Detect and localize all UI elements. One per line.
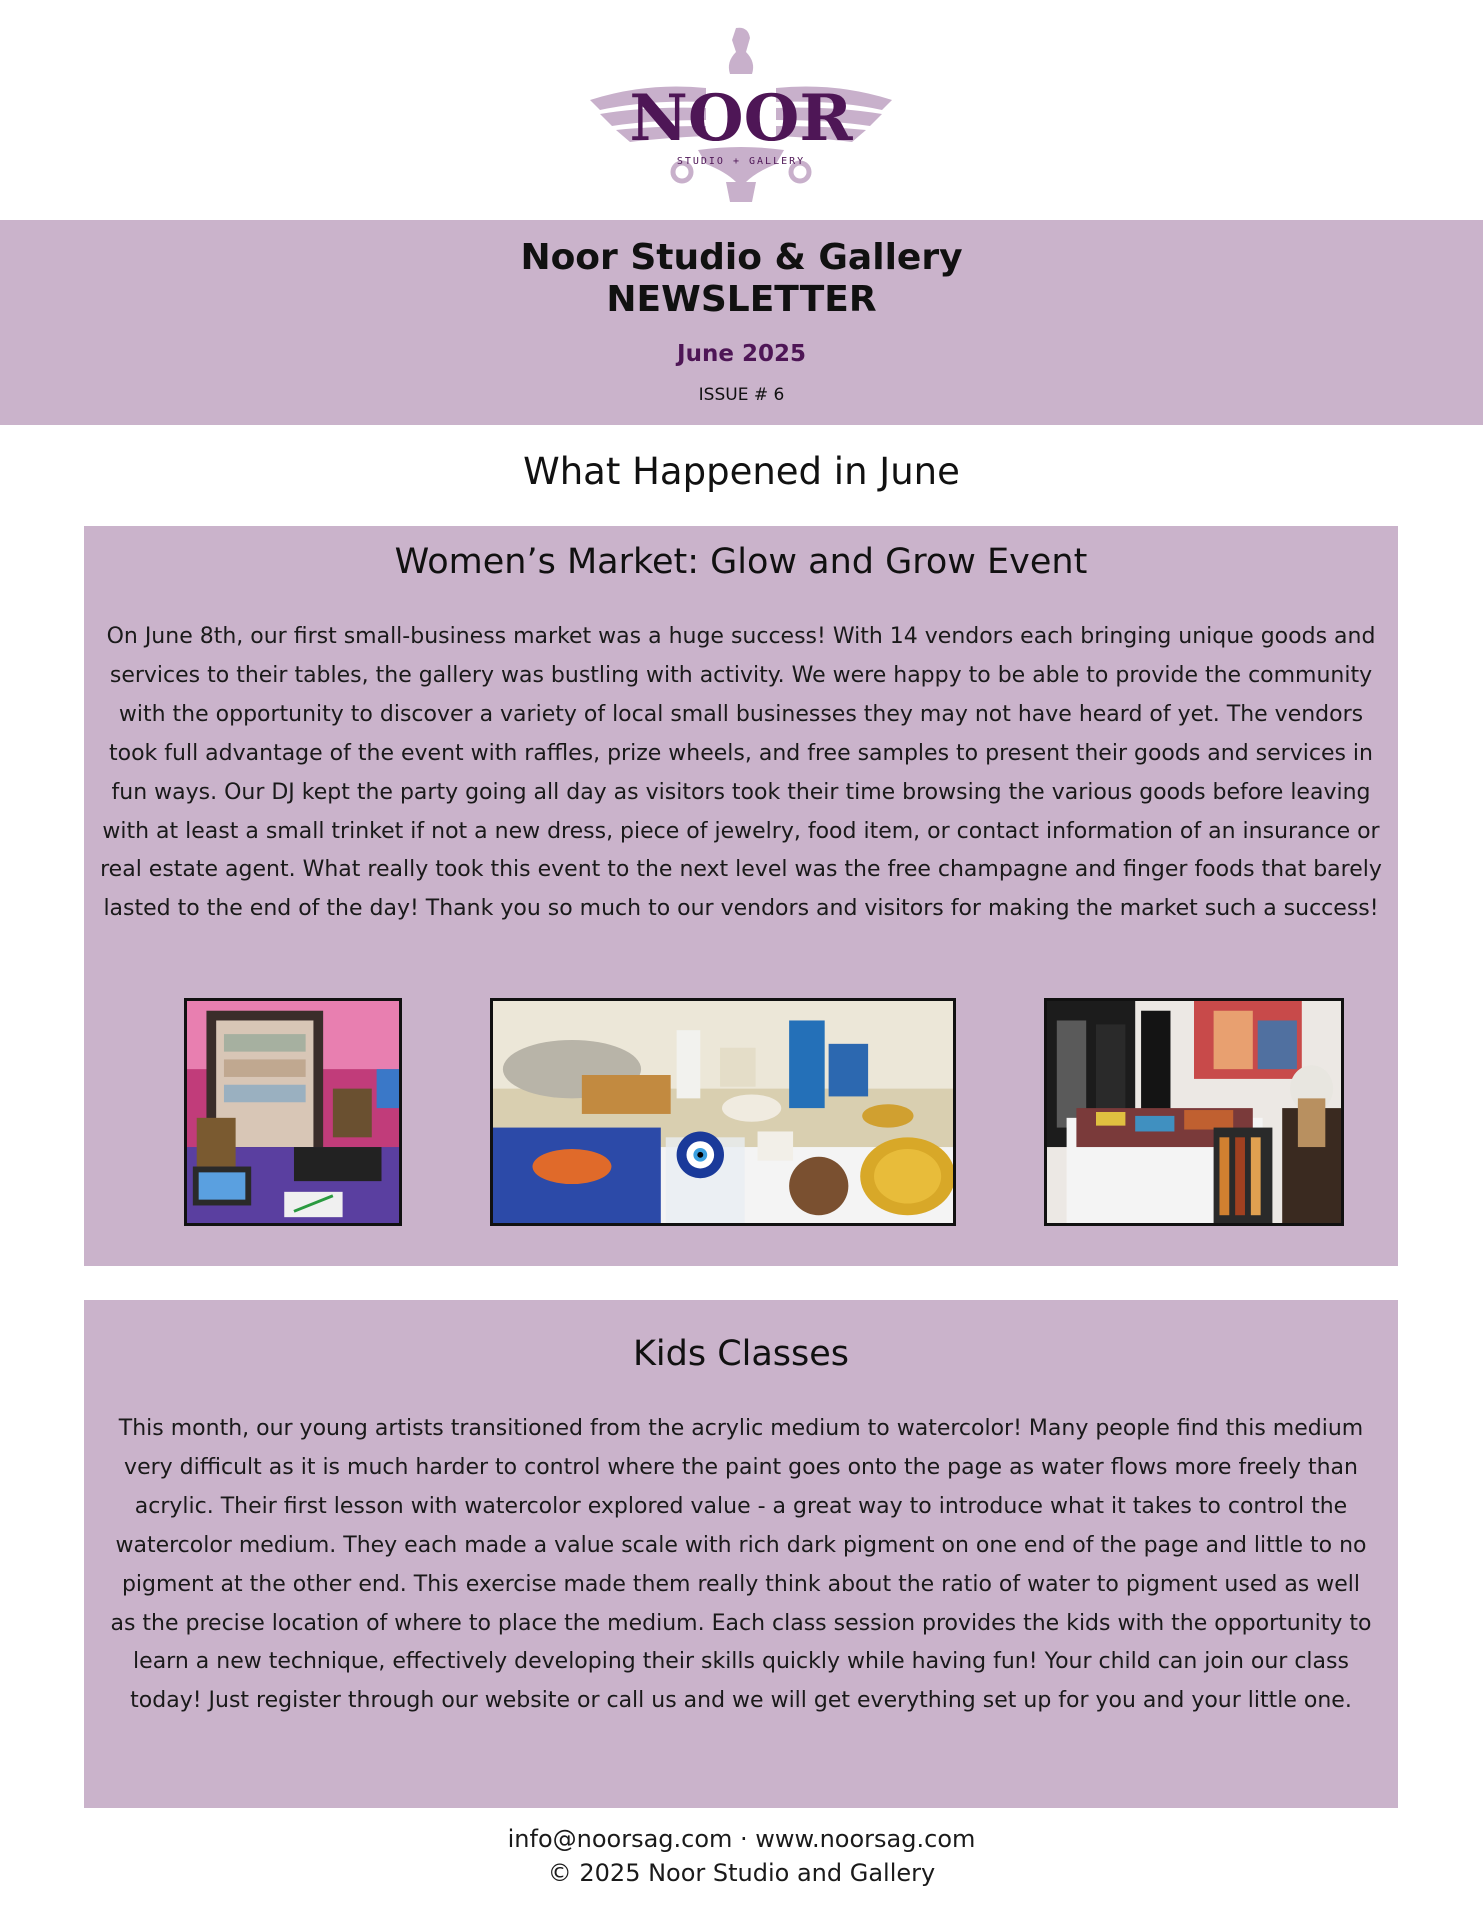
- logo-area: [0, 0, 1483, 220]
- footer-contact[interactable]: info@noorsag.com · www.noorsag.com: [507, 1825, 976, 1853]
- footer-copyright: © 2025 Noor Studio and Gallery: [547, 1859, 936, 1887]
- noor-logo: [586, 22, 896, 208]
- newsletter-title: Noor Studio & Gallery: [520, 237, 963, 278]
- newsletter-banner: [0, 220, 1483, 425]
- section-heading: What Happened in June: [523, 450, 960, 493]
- newsletter-subtitle: NEWSLETTER: [606, 279, 877, 320]
- article-womens-market: [84, 526, 1398, 1266]
- framed-currency-display-photo: [184, 998, 402, 1226]
- article-title: Women’s Market: Glow and Grow Event: [394, 542, 1088, 582]
- issue-date: June 2025: [677, 341, 806, 367]
- article-body: On June 8th, our first small-business market was a huge success! With 14 vendors each bringing unique goods and services to their tables, the gallery was bustling with activity. We were happy to be able to provide the community with the opportunity to discover a variety of local small businesses they may not have heard of yet. The vendors took full advantage of the event with raffles, prize wheels, and free samples to present their goods and services in fun ways. Our DJ kept the party going all day as visitors took their time browsing the various goods before leaving with at least a small trinket if not a new dress, piece of jewelry, food item, or contact information of an insurance or real estate agent. What really took this event to the next level was the free champagne and finger foods that barely lasted to the end of the day! Thank you so much to our vendors and visitors for making the market such a success!: [100, 624, 1382, 922]
- logo-tagline: STUDIO + GALLERY: [676, 156, 806, 167]
- footer: [0, 1822, 1483, 1890]
- article-title: Kids Classes: [632, 1334, 850, 1374]
- issue-number: ISSUE # 6: [698, 385, 785, 405]
- article-body: This month, our young artists transitioned from the acrylic medium to watercolor! Many people find this medium very difficult as it is much harder to control where the paint goes onto the page as water flows more freely than acrylic. Their first lesson with watercolor explored value - a great way to introduce what it takes to control the watercolor medium. They each made a value scale with rich dark pigment on one end of the page and little to no pigment at the other end. This exercise made them really think about the ratio of water to pigment used as well as the precise location of where to place the medium. Each class session provides the kids with the opportunity to learn a new technique, effectively developing their skills quickly while having fun! Your child can join our class today! Just register through our website or call us and we will get everything set up for you and your little one.: [110, 1416, 1372, 1714]
- logo-wordmark: NOOR: [629, 81, 853, 156]
- clothing-and-jewelry-booth-photo: [1044, 998, 1344, 1226]
- article-kids-classes: [84, 1300, 1398, 1808]
- ceramics-and-evil-eye-table-photo: [490, 998, 956, 1226]
